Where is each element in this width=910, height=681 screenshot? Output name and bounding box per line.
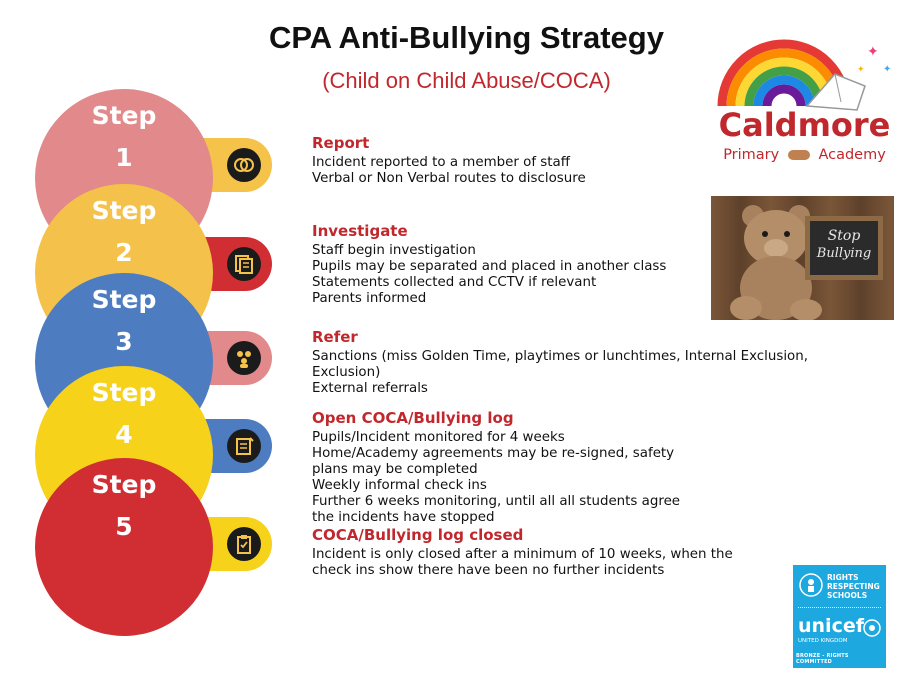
step-2-number: 2 [115, 238, 133, 267]
unicef-wordmark: unicef [798, 615, 864, 637]
step-line: Verbal or Non Verbal routes to disclosure [312, 171, 586, 186]
step-3-number: 3 [115, 327, 133, 356]
step-1-word: Step [91, 101, 157, 130]
step-line: plans may be completed [312, 462, 478, 477]
step-line: Exclusion) [312, 365, 381, 380]
step-heading: Report [312, 134, 370, 152]
rights-respecting-badge [793, 565, 886, 668]
badge-divider [798, 607, 881, 608]
checklist-icon [227, 527, 261, 561]
documents-icon [227, 247, 261, 281]
step-line: Sanctions (miss Golden Time, playtimes or lunchtimes, Internal Exclusion, [312, 349, 808, 364]
step-heading: Investigate [312, 222, 408, 240]
step-4-word: Step [91, 378, 157, 407]
badge-line-1: RIGHTS [827, 573, 859, 582]
sign-line-2: Bullying [816, 246, 872, 261]
step-5-number: 5 [115, 512, 133, 541]
globe-people-icon [798, 572, 824, 598]
stop-bullying-photo [711, 196, 894, 320]
school-subtitle-right: Academy [818, 147, 886, 163]
svg-text:✦: ✦ [883, 64, 892, 75]
step-line: Parents informed [312, 291, 427, 306]
step-4-number: 4 [115, 420, 133, 449]
handshake-icon [227, 148, 261, 182]
step-3-word: Step [91, 285, 157, 314]
page-subtitle: (Child on Child Abuse/COCA) [322, 68, 611, 93]
sign-line-1: Stop [827, 228, 861, 244]
step-line: Home/Academy agreements may be re-signed, safety [312, 446, 675, 461]
step-line: the incidents have stopped [312, 510, 495, 525]
step-line: Incident reported to a member of staff [312, 155, 570, 170]
rainbow-book-icon [707, 34, 902, 114]
step-3-text [312, 328, 808, 397]
step-5-word: Step [91, 470, 157, 499]
school-logo [707, 34, 902, 170]
step-line: Staff begin investigation [312, 243, 476, 258]
notepad-icon [227, 429, 261, 463]
school-subtitle-left: Primary [723, 147, 780, 163]
badge-line-2: RESPECTING [827, 582, 880, 591]
step-line: External referrals [312, 381, 428, 396]
step-line: Incident is only closed after a minimum of 10 weeks, when the [312, 547, 733, 562]
step-2-text [312, 222, 666, 307]
step-1-number: 1 [115, 143, 133, 172]
step-line: Pupils/Incident monitored for 4 weeks [312, 430, 565, 445]
step-heading: COCA/Bullying log closed [312, 526, 524, 544]
step-1-text [312, 134, 586, 187]
unicef-emblem-icon [863, 619, 881, 637]
handshake-logo-icon [788, 150, 810, 160]
step-2-word: Step [91, 196, 157, 225]
step-4-text [312, 409, 680, 526]
people-icon [227, 341, 261, 375]
badge-line-3: SCHOOLS [827, 591, 868, 600]
step-line: Further 6 weeks monitoring, until all all students agree [312, 494, 681, 509]
step-line: Weekly informal check ins [312, 478, 487, 493]
step-line: check ins show there have been no further incidents [312, 563, 665, 578]
svg-text:✦: ✦ [857, 65, 865, 75]
unicef-country: UNITED KINGDOM [798, 638, 848, 644]
school-subtitle [707, 147, 902, 163]
step-line: Pupils may be separated and placed in another class [312, 259, 667, 274]
step-heading: Refer [312, 328, 358, 346]
step-5-circle [35, 458, 213, 636]
step-line: Statements collected and CCTV if relevant [312, 275, 597, 290]
step-5-text [312, 526, 733, 579]
school-name: Caldmore [718, 106, 891, 144]
step-heading: Open COCA/Bullying log [312, 409, 514, 427]
page-title: CPA Anti-Bullying Strategy [269, 20, 664, 55]
svg-text:✦: ✦ [867, 44, 879, 60]
badge-award-level: BRONZE - RIGHTS COMMITTED [796, 653, 849, 665]
